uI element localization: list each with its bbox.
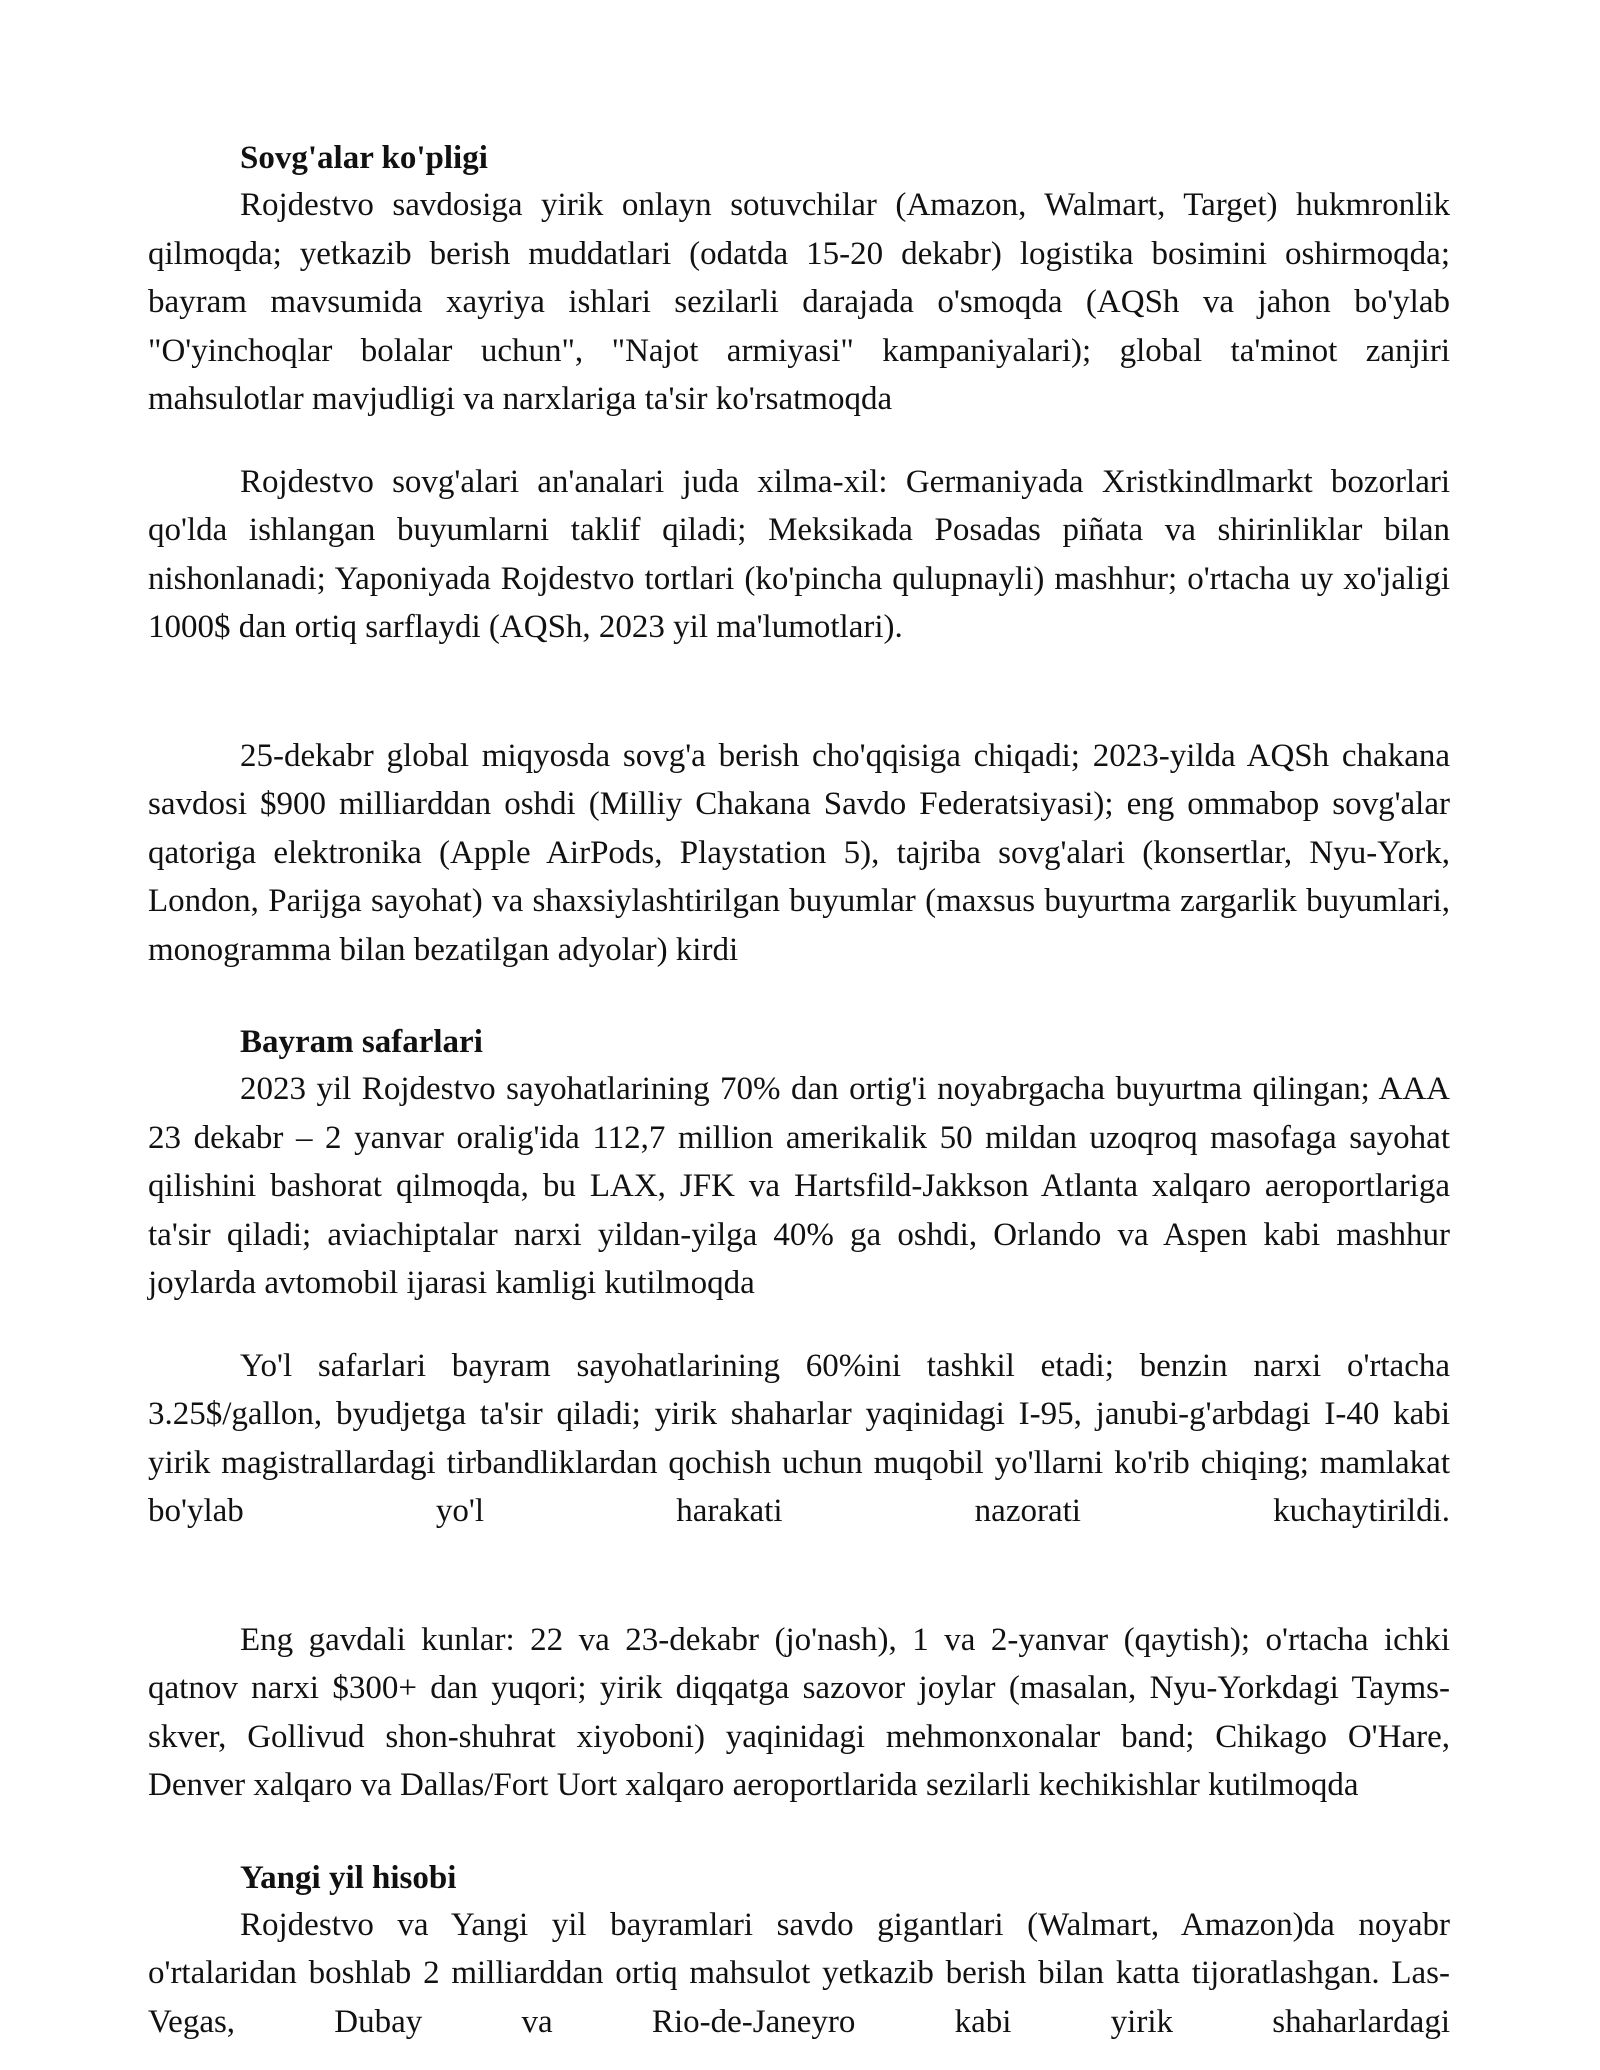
paragraph-gifts-1: Rojdestvo savdosiga yirik onlayn sotuvchilar (Amazon, Walmart, Target) hukmronlik qilmoqda; yetkazib berish muddatlari (odatda 15-20 dekabr) logistika bosimini oshirmoqda; bayram mavsumida xayriya ishlari sezilarli darajada o'smoqda (AQSh va jahon bo'ylab "O'yinchoqlar bolalar uchun", "Najot armiyasi" kampaniyalari); global ta'minot zanjiri mahsulotlar mavjudligi va narxlariga ta'sir ko'rsatmoqda <box>148 187 1450 417</box>
paragraph-new-year-1: Rojdestvo va Yangi yil bayramlari savdo gigantlari (Walmart, Amazon)da noyabr o'rtalaridan boshlab 2 milliarddan ortiq mahsulot yetkazib berish bilan katta tijoratlashgan. Las-Vegas, Dubay va Rio-de-Janeyro kabi yirik shaharlardagi <box>148 1906 1450 2040</box>
paragraph-travel-1: 2023 yil Rojdestvo sayohatlarining 70% dan ortig'i noyabrgacha buyurtma qilingan; AAA 23 dekabr – 2 yanvar oralig'ida 112,7 million amerikalik 50 mildan uzoqroq masofaga sayohat qilishini bashorat qilmoqda, bu LAX, JFK va Hartsfild-Jakkson Atlanta xalqaro aeroportlariga ta'sir qiladi; aviachiptalar narxi yildan-yilga 40% ga oshdi, Orlando va Aspen kabi mashhur joylarda avtomobil ijarasi kamligi kutilmoqda <box>148 1071 1450 1301</box>
paragraph-gifts-2: Rojdestvo sovg'alari an'analari juda xilma-xil: Germaniyada Xristkindlmarkt bozorlari qo'lda ishlangan buyumlarni taklif qiladi; Meksikada Posadas piñata va shirinliklar bilan nishonlanadi; Yaponiyada Rojdestvo tortlari (ko'pincha qulupnayli) mashhur; o'rtacha uy xo'jaligi 1000$ dan ortiq sarflaydi (AQSh, 2023 yil ma'lumotlari). <box>148 463 1450 645</box>
paragraph-travel-3: Eng gavdali kunlar: 22 va 23-dekabr (jo'nash), 1 va 2-yanvar (qaytish); o'rtacha ichki qatnov narxi $300+ dan yuqori; yirik diqqatga sazovor joylar (masalan, Nyu-Yorkdagi Tayms-skver, Gollivud shon-shuhrat xiyoboni) yaqinidagi mehmonxonalar band; Chikago O'Hare, Denver xalqaro va Dallas/Fort Uort xalqaro aeroportlarida sezilarli kechikishlar kutilmoqda <box>148 1621 1450 1803</box>
paragraph-travel-2: Yo'l safarlari bayram sayohatlarining 60%ini tashkil etadi; benzin narxi o'rtacha 3.25$/gallon, byudjetga ta'sir qiladi; yirik shaharlar yaqinidagi I-95, janubi-g'arbdagi I-40 kabi yirik magistrallardagi tirbandliklardan qochish uchun muqobil yo'llarni ko'rib chiqing; mamlakat bo'ylab yo'l harakati nazorati kuchaytirildi. <box>148 1347 1450 1529</box>
paragraph-gifts-3: 25-dekabr global miqyosda sovg'a berish cho'qqisiga chiqadi; 2023-yilda AQSh chakana savdosi $900 milliarddan oshdi (Milliy Chakana Savdo Federatsiyasi); eng ommabop sovg'alar qatoriga elektronika (Apple AirPods, Playstation 5), tajriba sovg'alari (konsertlar, Nyu-York, London, Parijga sayohat) va shaxsiylashtirilgan buyumlar (maxsus buyurtma zargarlik buyumlari, monogramma bilan bezatilgan adyolar) kirdi <box>148 737 1450 968</box>
document-page <box>148 135 1450 2046</box>
section-title-travel: Bayram safarlari <box>240 1024 483 1060</box>
section-title-gifts: Sovg'alar ko'pligi <box>240 140 488 176</box>
section-title-new-year: Yangi yil hisobi <box>240 1859 457 1896</box>
